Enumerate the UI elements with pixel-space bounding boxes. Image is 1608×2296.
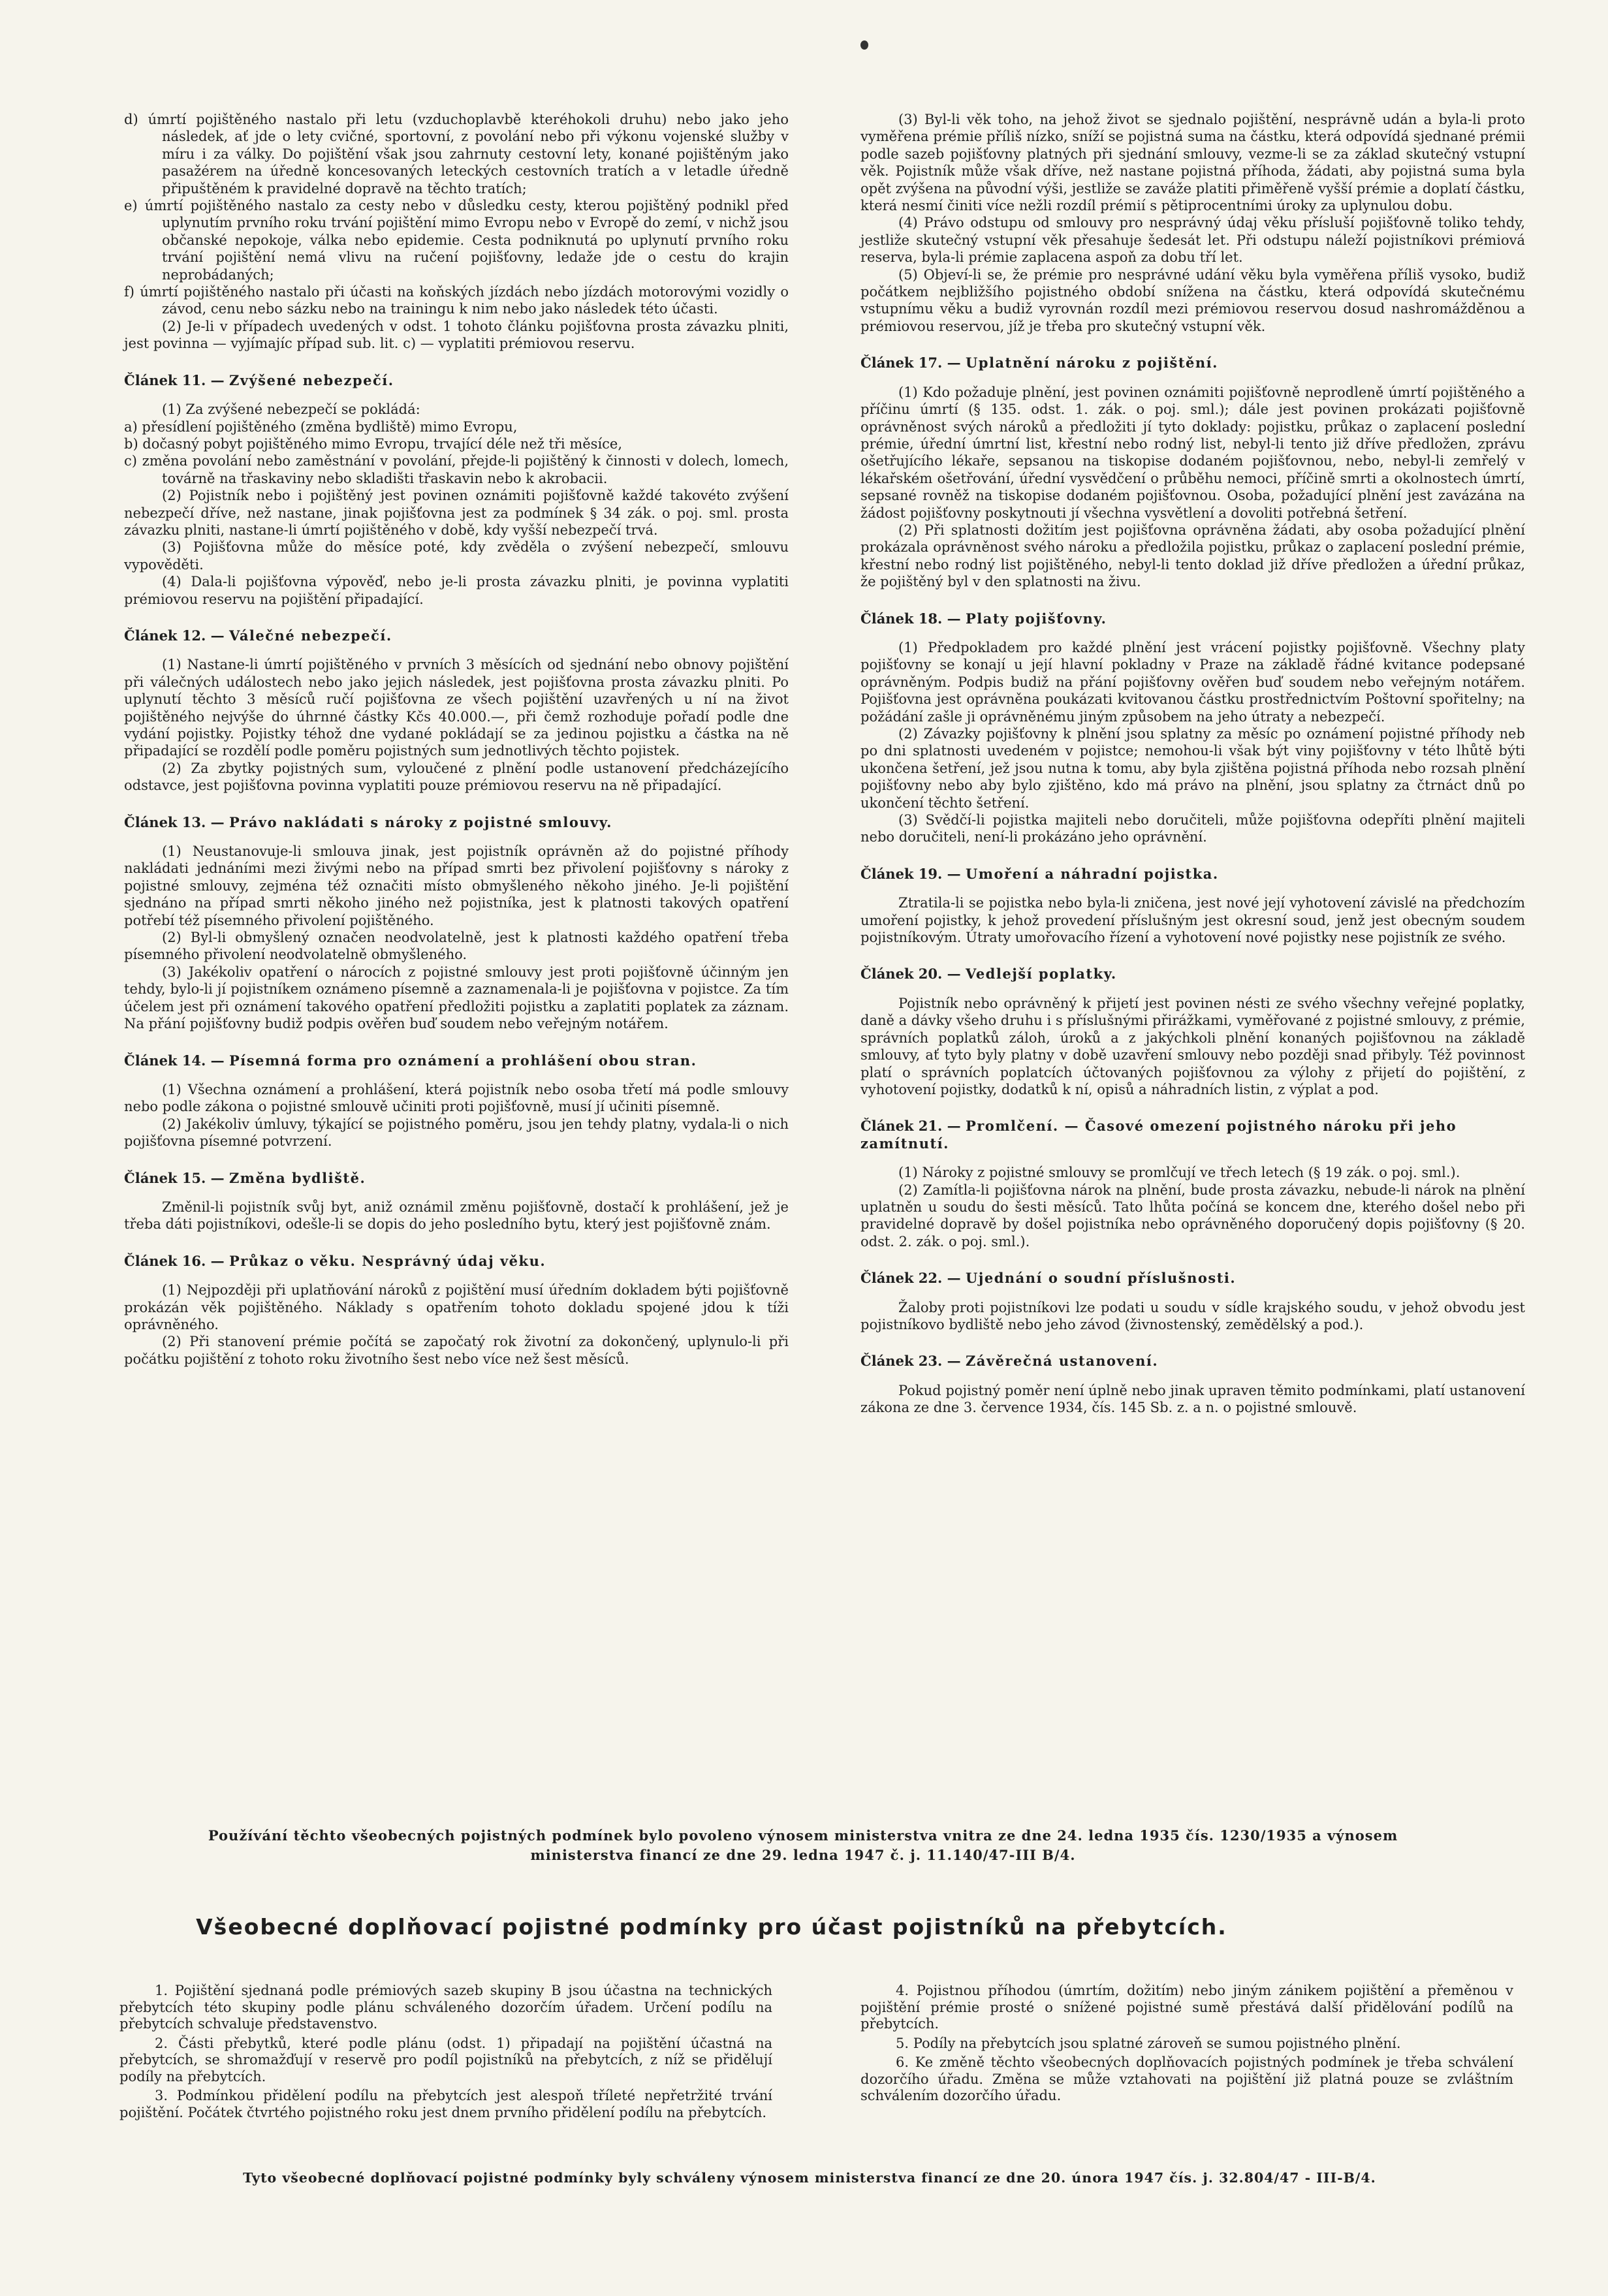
section2-left-column xyxy=(119,1983,772,2124)
paragraph: (2) Při stanovení prémie počítá se započatý rok životní za dokončený, uplynulo-li při počátku pojištění z tohoto roku životního šest nebo více než šest měsíců. xyxy=(124,1334,789,1367)
article-heading xyxy=(124,1170,789,1187)
article-heading xyxy=(860,1118,1525,1152)
article-title: Uplatnění nároku z pojištění. xyxy=(965,354,1218,371)
numbered-paragraph: 3. Podmínkou přidělení podílu na přebytcích jest alespoň tříleté nepřetržité trvání pojištění. Počátek čtvrtého pojistného roku jest dnem prvního přidělení podílu na přebytcích. xyxy=(119,2088,772,2120)
article-heading xyxy=(124,814,789,831)
article-heading xyxy=(124,1253,789,1270)
article-title: Závěrečná ustanovení. xyxy=(965,1353,1159,1370)
paragraph: Ztratila-li se pojistka nebo byla-li zničena, jest nové její vyhotovení závislé na předchozím umoření pojistky, k jehož provedení příslušným jest okresní soud, jenž jest obecným soudem pojistníkovým. Útraty umořovacího řízení a vyhotovení nové pojistky nese pojistník ze svého. xyxy=(860,895,1525,946)
article-title: Průkaz o věku. Nesprávný údaj věku. xyxy=(229,1252,546,1269)
article-number: Článek 19. xyxy=(860,865,943,882)
numbered-paragraph: 6. Ke změně těchto všeobecných doplňovacích pojistných podmínek je třeba schválení dozorčího úřadu. Změna se může vztahovati na pojištění již platná pouze se zvláštním schválením dozorčího úřadu. xyxy=(860,2054,1513,2103)
article-title: Platy pojišťovny. xyxy=(965,610,1107,627)
article-separator: — xyxy=(942,1353,966,1370)
paragraph: (1) Nastane-li úmrtí pojištěného v prvních 3 měsících od sjednání nebo obnovy pojištění při válečných událostech nebo jako jejich následek, jest pojišťovna prosta závazku plniti. Po uplynutí těchto 3 měsíců ručí pojišťovna ze všech pojištění uzavřených u ní na život pojištěného nejvýše do úhrnné částky Kčs 40.000.—, při čemž rozhoduje pořadí podle dne vydání pojistky. Pojistky téhož dne vydané pokládají se za jedinou pojistku a částka na ně připadající se rozdělí podle poměru pojistných sum jednotlivých těchto pojistek. xyxy=(124,657,789,759)
article-heading xyxy=(860,1353,1525,1370)
paragraph: (4) Právo odstupu od smlouvy pro nesprávný údaj věku přísluší pojišťovně toliko tehdy, jestliže skutečný vstupní věk přesahuje šedesát let. Při odstupu náleží pojistníkovi prémiová reserva, byla-li prémie zaplacena aspoň za dobu tří let. xyxy=(860,215,1525,266)
paragraph: (2) Při splatnosti dožitím jest pojišťovna oprávněna žádati, aby osoba požadující plnění prokázala oprávněnost svého nároku a předložila pojistku, průkaz o zaplacení poslední prémie, křestní nebo rodný list pojištěného, nebyl-li tento doklad již dříve předložen a úřední průkaz, že pojištěný byl v den splatnosti na živu. xyxy=(860,522,1525,590)
paragraph: (3) Svědčí-li pojistka majiteli nebo doručiteli, může pojišťovna odepříti plnění majiteli nebo doručiteli, není-li prokázáno jeho oprávnění. xyxy=(860,812,1525,845)
article-title: Vedlejší poplatky. xyxy=(965,966,1117,983)
article-title: Změna bydliště. xyxy=(229,1169,366,1186)
paragraph: (1) Za zvýšené nebezpečí se pokládá: xyxy=(162,401,420,418)
article-number: Článek 18. xyxy=(860,610,943,627)
article-number: Článek 20. xyxy=(860,966,943,983)
article-heading xyxy=(124,372,789,389)
article-number: Článek 14. xyxy=(124,1052,206,1069)
article-heading xyxy=(860,866,1525,883)
article-number: Článek 23. xyxy=(860,1353,943,1370)
article-heading xyxy=(860,354,1525,371)
article-title: Umoření a náhradní pojistka. xyxy=(965,865,1219,882)
paragraph: Pokud pojistný poměr není úplně nebo jinak upraven těmito podmínkami, platí ustanovení zákona ze dne 3. července 1934, čís. 145 Sb. z. a n. o pojistné smlouvě. xyxy=(860,1382,1525,1416)
article-separator: — xyxy=(206,813,229,830)
paragraph: Změnil-li pojistník svůj byt, aniž oznámil změnu pojišťovně, dostačí k prohlášení, jež je třeba dáti pojistníkovi, odešle-li se dopis do jeho posledního bytu, který jest pojišťovně znám. xyxy=(124,1199,789,1233)
paragraph: (1) Nejpozději při uplatňování nároků z pojištění musí úředním dokladem býti pojišťovně prokázán věk pojištěného. Náklady s opatřením tohoto dokladu spojené jdou k tíži oprávněného. xyxy=(124,1282,789,1332)
list-clause: f) úmrtí pojištěného nastalo při účasti na koňských jízdách nebo jízdách motorovými vozidly o závod, cenu nebo sázku nebo na trainingu k nim nebo jako následek této účasti. xyxy=(124,284,789,317)
paragraph: Žaloby proti pojistníkovi lze podati u soudu v sídle krajského soudu, v jehož obvodu jest pojistníkovo bydliště nebo jeho závod (živnostenský, zemědělský a pod.). xyxy=(860,1299,1525,1332)
paragraph: (2) Za zbytky pojistných sum, vyloučené z plnění podle ustanovení předcházejícího odstavce, jest pojišťovna povinna vyplatiti pouze prémiovou reservu na ně připadající. xyxy=(124,760,789,794)
list-clause: c) změna povolání nebo zaměstnání v povolání, přejde-li pojištěný k činnosti v dolech, lomech, továrně na třaskaviny nebo skladišti třaskavin nebo k akrobacii. xyxy=(124,453,789,486)
paragraph: (2) Je-li v případech uvedených v odst. 1 tohoto článku pojišťovna prosta závazku plniti, jest povinna — vyjímajíc případ sub. lit. c) — vyplatiti prémiovou reservu. xyxy=(124,318,789,352)
article-number: Článek 12. xyxy=(124,627,206,644)
section2-title: Všeobecné doplňovací pojistné podmínky pro účast pojistníků na přebytcích. xyxy=(196,1914,1227,1940)
article-number: Článek 16. xyxy=(124,1252,206,1269)
paragraph: (1) Nároky z pojistné smlouvy se promlčují ve třech letech (§ 19 zák. o poj. sml.). xyxy=(898,1165,1460,1181)
paragraph: (1) Předpokladem pro každé plnění jest vrácení pojistky pojišťovně. Všechny platy pojišťovny se konají u její hlavní pokladny v Praze na základě řádné kvitance podepsané oprávněným. Podpis budiž na přání pojišťovny ověřen buď soudem nebo veřejným notářem. Pojišťovna jest oprávněna poukázati kvitovanou částku prostřednictvím Poštovní spořitelny; na požádání zašle ji oprávněnému jiným způsobem na jeho útraty a nebezpečí. xyxy=(860,639,1525,725)
article-number: Článek 13. xyxy=(124,813,206,830)
numbered-paragraph: 1. Pojištění sjednaná podle prémiových sazeb skupiny B jsou účastna na technických přebytcích této skupiny podle plánu schváleného dozorčím úřadem. Určení podílu na přebytcích schvaluje představenstvo. xyxy=(119,1983,772,2032)
article-title: Zvýšené nebezpečí. xyxy=(229,371,394,388)
article-separator: — xyxy=(206,1252,229,1269)
article-separator: — xyxy=(206,371,229,388)
article-heading xyxy=(124,1052,789,1069)
page-mark-dot xyxy=(860,40,868,50)
paragraph: (3) Pojišťovna může do měsíce poté, kdy zvěděla o zvýšení nebezpečí, smlouvu vypověděti. xyxy=(124,539,789,573)
numbered-paragraph: 2. Části přebytků, které podle plánu (odst. 1) připadají na pojištění účastná na přebytcích, se shromažďují v reservě pro podíl pojistníků na přebytcích, z níž se přidělují podíly na přebytcích. xyxy=(119,2035,772,2084)
paragraph: Pojistník nebo oprávněný k přijetí jest povinen nésti ze svého všechny veřejné poplatky, daně a dávky všeho druhu i s příslušnými přirážkami, vyměřované z pojistné smlouvy, z prémie, správních poplatků záloh, úroků a z jakýchkoli plnění konaných pojišťovnou na základě smlouvy, ať tyto byly platny v době uzavření smlouvy nebo později snad přibyly. Též povinnost platí o správních poplatcích účtovaných pojišťovnou za výlohy z přijetí do pojištění, z vyhotovení pojistky, dodatků k ní, opisů a náhradních listin, z výplat a pod. xyxy=(860,995,1525,1097)
paragraph: (5) Objeví-li se, že prémie pro nesprávné udání věku byla vyměřena příliš vysoko, budiž počátkem nejbližšího pojistného období snížena na částku, která odpovídá skutečnému vstupnímu věku a budiž vyrovnán rozdíl mezi prémiovou reservou dosud nashromážděnou a prémiovou reservou, jíž je třeba pro skutečný vstupní věk. xyxy=(860,266,1525,334)
section2-right-column xyxy=(860,1983,1513,2107)
article-number: Článek 11. xyxy=(124,371,206,388)
article-separator: — xyxy=(942,610,966,627)
paragraph: (3) Byl-li věk toho, na jehož život se sjednalo pojištění, nesprávně udán a byla-li proto vyměřena prémie příliš nízko, sníží se pojistná suma na částku, která odpovídá sjednané prémii podle sazeb pojišťovny platných při sjednání smlouvy, vezme-li se za základ skutečný vstupní věk. Pojistník může však dříve, než nastane pojistná příhoda, žádati, aby pojistná suma byla opět zvýšena na původní výši, jestliže se zaváže platiti přiměřeně vyšší prémie a doplatí částku, která nesmí činiti více nežli rozdíl prémií s pětiprocentními úroky za uplynulou dobu. xyxy=(860,112,1525,214)
paragraph: (1) Všechna oznámení a prohlášení, která pojistník nebo osoba třetí má podle smlouvy nebo podle zákona o pojistné smlouvě učiniti proti pojišťovně, musí jí učiniti písemně. xyxy=(124,1081,789,1115)
paragraph: (2) Závazky pojišťovny k plnění jsou splatny za měsíc po oznámení pojistné příhody neb po dni splatnosti uvedeném v pojistce; nemohou-li však být viny pojišťovny v této lhůtě býti ukončena šetření, jež jsou nutna k tomu, aby byla zjištěna pojistná příhoda nebo rozsah plnění pojišťovny nebo aby bylo zjištěno, kdo má právo na plnění, jsou splatny za čtrnáct dnů po ukončení těchto šetření. xyxy=(860,726,1525,811)
article-number: Článek 22. xyxy=(860,1270,943,1287)
approval-statement: Tyto všeobecné doplňovací pojistné podmínky byly schváleny výnosem ministerstva financí ze dne 20. února 1947 čís. j. 32.804/47 - III-B/4. xyxy=(243,2170,1376,2186)
article-number: Článek 17. xyxy=(860,354,943,371)
article-separator: — xyxy=(206,1169,229,1186)
article-separator: — xyxy=(942,1270,966,1287)
article-heading xyxy=(860,1270,1525,1287)
left-column xyxy=(124,111,789,1368)
article-title: Právo nakládati s nároky z pojistné smlouvy. xyxy=(229,813,612,830)
paragraph: (2) Jakékoliv úmluvy, týkající se pojistného poměru, jsou jen tehdy platny, vydala-li o nich pojišťovna písemné potvrzení. xyxy=(124,1116,789,1150)
paragraph: (2) Pojistník nebo i pojištěný jest povinen oznámiti pojišťovně každé takovéto zvýšení nebezpečí dříve, než nastane, jinak pojišťovna jest za podmínek § 34 zák. o poj. sml. prosta závazku plniti, nastane-li úmrtí pojištěného v době, kdy vyšší nebezpečí trvá. xyxy=(124,488,789,538)
article-separator: — xyxy=(206,627,229,644)
article-title: Ujednání o soudní příslušnosti. xyxy=(965,1270,1237,1287)
article-separator: — xyxy=(942,966,966,983)
article-heading xyxy=(860,610,1525,627)
paragraph: (1) Kdo požaduje plnění, jest povinen oznámiti pojišťovně neprodleně úmrtí pojištěného a příčinu úmrtí (§ 135. odst. 1. zák. o poj. sml.); dále jest povinen prokázati pojišťovně oprávněnost svých nároků a předložiti jí tyto doklady: pojistku, průkaz o zaplacení poslední prémie, úřední úmrtní list, křestní nebo rodný list, nebyl-li tento již dříve předložen, zprávu ošetřujícího lékaře, sepsanou na tiskopise dodaném pojišťovnou, nebo, nebyl-li zemřelý v lékařském ošetřování, úřední vysvědčení o průběhu nemoci, příčině smrti a okolnostech úmrtí, sepsané rovněž na tiskopise dodaném pojišťovnou. Osoba, požadující plnění jest zavázána na žádost pojišťovny poskytnouti jí všechna vysvětlení a dovoliti potřebná šetření. xyxy=(860,384,1525,521)
article-number: Článek 21. xyxy=(860,1118,943,1135)
paragraph: (2) Byl-li obmyšlený označen neodvolatelně, jest k platnosti každého opatření třeba písemného přivolení neodvolatelně obmyšleného. xyxy=(124,930,789,963)
article-title: Písemná forma pro oznámení a prohlášení obou stran. xyxy=(229,1052,697,1069)
list-clause: d) úmrtí pojištěného nastalo při letu (vzduchoplavbě kteréhokoli druhu) nebo jako jeho následek, ať jde o lety cvičné, sportovní, z povolání nebo při výkonu vojenské služby v míru i za války. Do pojištění však jsou zahrnuty cestovní lety, konané pojištěným jako pasažérem na úředně koncesovaných leteckých cestovních tratích a v letadle úředně připuštěném k pravidelné dopravě na těchto tratích; xyxy=(124,112,789,197)
numbered-paragraph: 4. Pojistnou příhodou (úmrtím, dožitím) nebo jiným zánikem pojištění a přeměnou v pojištění prémie prosté o snížené pojistné sumě přestává další přidělování podílů na přebytcích. xyxy=(860,1983,1513,2032)
article-heading xyxy=(860,966,1525,983)
article-separator: — xyxy=(942,865,966,882)
list-clause: a) přesídlení pojištěného (změna bydliště) mimo Evropu, xyxy=(124,418,518,435)
article-separator: — xyxy=(942,1118,966,1135)
closing-statement: Používání těchto všeobecných pojistných podmínek bylo povoleno výnosem ministerstva vnitra ze dne 24. ledna 1935 čís. 1230/1935 a výnosem ministerstva financí ze dne 29. ledna 1947 č. j. 11.140/47-III B/4. xyxy=(208,1827,1398,1863)
article-separator: — xyxy=(942,354,966,371)
paragraph: (1) Neustanovuje-li smlouva jinak, jest pojistník oprávněn až do pojistné příhody nakládati jednáními mezi živými nebo na případ smrti bez přivolení pojišťovny s nároky z pojistné smlouvy, zejména též označiti místo obmyšleného někoho jiného. Je-li pojištění sjednáno na případ smrti někoho jiného než pojistníka, jest k platnosti takových opatření potřebí též písemného přivolení pojištěného. xyxy=(124,843,789,928)
list-clause: e) úmrtí pojištěného nastalo za cesty nebo v důsledku cesty, kterou pojištěný podnikl před uplynutím prvního roku trvání pojištění mimo Evropu nebo v Evropě do zemí, v nichž jsou občanské nepokoje, válka nebo epidemie. Cesta podniknutá po uplynutí prvního roku trvání pojištění nemá vlivu na ručení pojišťovny, ledaže jde o cestu do krajin neprobádaných; xyxy=(124,198,789,283)
numbered-paragraph: 5. Podíly na přebytcích jsou splatné zároveň se sumou pojistného plnění. xyxy=(896,2035,1401,2051)
paragraph: (4) Dala-li pojišťovna výpověď, nebo je-li prosta závazku plniti, je povinna vyplatiti prémiovou reservu na pojištění připadající. xyxy=(124,574,789,607)
article-separator: — xyxy=(206,1052,229,1069)
article-heading xyxy=(124,627,789,644)
paragraph: (3) Jakékoliv opatření o nárocích z pojistné smlouvy jest proti pojišťovně účinným jen tehdy, bylo-li jí pojistníkem oznámeno písemně a zaznamenala-li je pojišťovna v pojistce. Za tím účelem jest při oznámení takového opatření předložiti pojistku a zaplatiti poplatek za záznam. Na přání pojišťovny budiž podpis ověřen buď soudem nebo veřejným notářem. xyxy=(124,964,789,1032)
right-column xyxy=(860,111,1525,1417)
list-clause: b) dočasný pobyt pojištěného mimo Evropu, trvající déle než tři měsíce, xyxy=(124,435,623,452)
article-number: Článek 15. xyxy=(124,1169,206,1186)
paragraph: (2) Zamítla-li pojišťovna nárok na plnění, bude prosta závazku, nebude-li nárok na plnění uplatněn u soudu do šesti měsíců. Tato lhůta počíná se koncem dne, kterého došel nebo při pravidelné dopravě by došel pojistníka nebo oprávněného doporučený dopis pojišťovny (§ 20. odst. 2. zák. o poj. sml.). xyxy=(860,1182,1525,1250)
article-title: Promlčení. — Časové omezení pojistného nároku při jeho zamítnutí. xyxy=(860,1118,1457,1152)
article-title: Válečné nebezpečí. xyxy=(229,627,392,644)
